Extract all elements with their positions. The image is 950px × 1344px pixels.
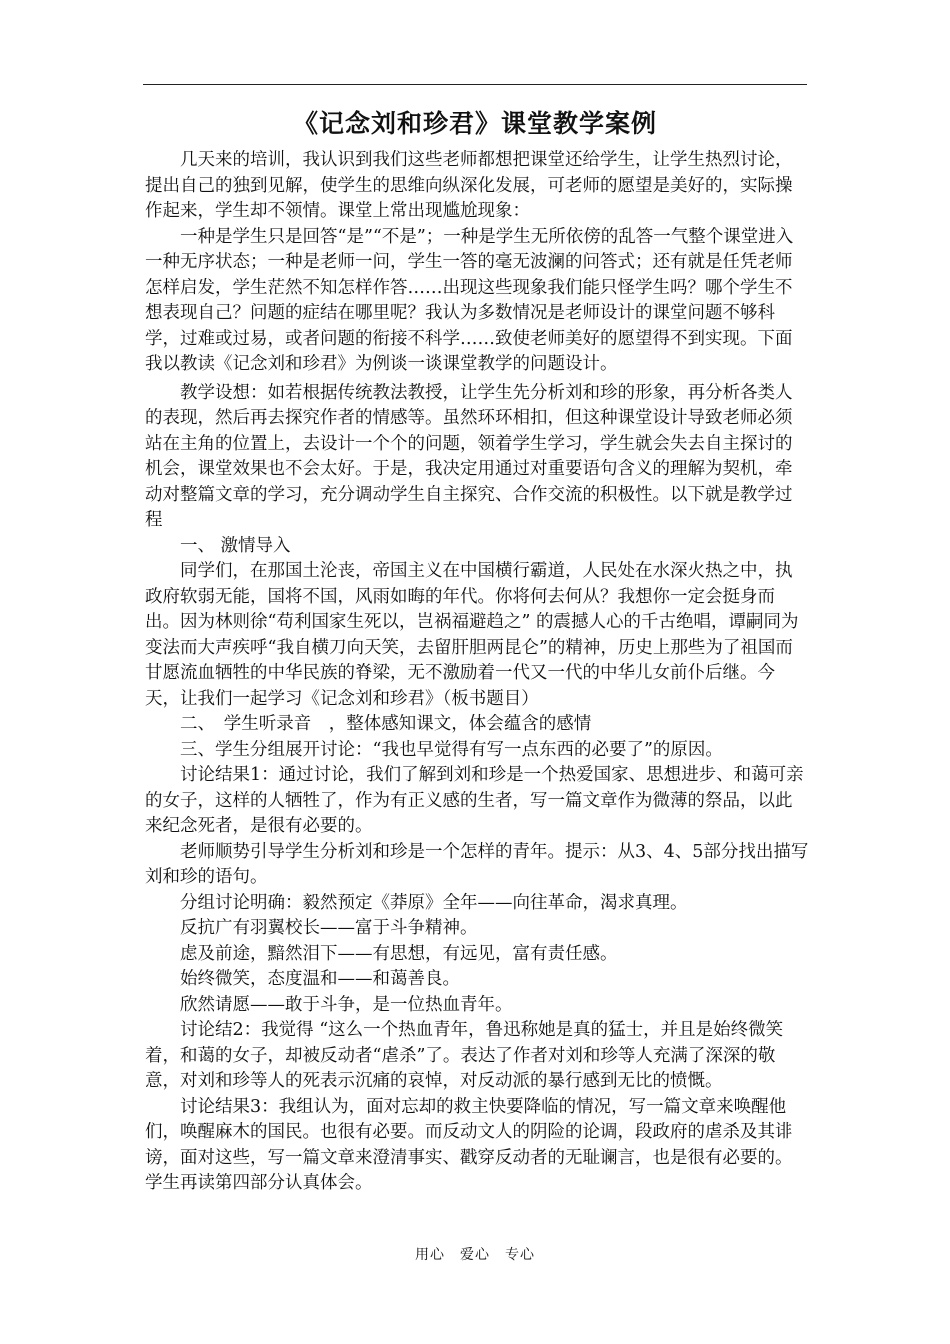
section-heading-1: 一、 激情导入 (145, 535, 291, 556)
section-heading-2: 二、 学生听录音 ，整体感知课文，体会蕴含的感情 (145, 714, 592, 734)
paragraph-group-conclusion: 分组讨论明确：毅然预定《莽原》全年——向往革命，渴求真理。 (145, 892, 688, 913)
paragraph-teacher-guide: 老师顺势引导学生分析刘和珍是一个怎样的青年。提示：从3、4、5部分找出描写刘和珍的语句。 (145, 841, 809, 887)
paragraph-introduction-speech: 同学们，在那国土沦丧，帝国主义在中国横行霸道，人民处在水深火热之中，执政府软弱无能，国将不国，风雨如晦的年代。你将何去何从？我想你一定会挺身而出。因为林则徐“苟利国家生死以，岂祸福避趋之” 的震撼人心的千古绝唱，谭嗣同为变法而大声疾呼“我自横刀向天笑，去留肝胆两昆仑”的精神，历史上那些为了祖国而甘愿流血牺牲的中华民族的脊梁，无不激励着一代又一代的中华儿女前仆后继。今天，让我们一起学习《记念刘和珍君》（板书题目） (145, 561, 799, 709)
paragraph-teaching-idea: 教学设想：如若根据传统教法教授，让学生先分析刘和珍的形象，再分析各类人的表现，然后再去探究作者的情感等。虽然环环相扣，但这种课堂设计导致老师必须站在主角的位置上，去设计一个个的问题，领着学生学习，学生就会失去自主探讨的机会，课堂效果也不会太好。于是，我决定用通过对重要语句含义的理解为契机，牵动对整篇文章的学习，充分调动学生自主探究、合作交流的积极性。以下就是教学过程 (145, 382, 793, 530)
paragraph-trait-3: 始终微笑，态度温和——和蔼善良。 (145, 969, 460, 989)
paragraph-phenomena: 一种是学生只是回答“是”“不是”；一种是学生无所依傍的乱答一气整个课堂进入一种无序状态；一种是老师一问，学生一答的毫无波澜的问答式；还有就是任凭老师怎样启发，学生茫然不知怎样作答……出现这些现象我们能只怪学生吗？哪个学生不想表现自己？问题的症结在哪里呢？我认为多数情况是老师设计的课堂问题不够科学，过难或过易，或者问题的衔接不科学……致使老师美好的愿望得不到实现。下面我以教读《记念刘和珍君》为例谈一谈课堂教学的问题设计。 (145, 226, 794, 374)
paragraph-discussion-2: 讨论结2：我觉得 “这么一个热血青年，鲁迅称她是真的猛士，并且是始终微笑着，和蔼的女子，却被反动者“虐杀”了。表达了作者对刘和珍等人充满了深深的敬意，对刘和珍等人的死表示沉痛的哀悼，对反动派的暴行感到无比的愤慨。 (145, 1020, 784, 1091)
paragraph-discussion-1: 讨论结果1：通过讨论，我们了解到刘和珍是一个热爱国家、思想进步、和蔼可亲的女子，这样的人牺牲了，作为有正义感的生者，写一篇文章作为微薄的祭品，以此来纪念死者，是很有必要的。 (145, 765, 804, 836)
paragraph-trait-4: 欣然请愿——敢于斗争，是一位热血青年。 (145, 994, 513, 1015)
paragraph-trait-2: 虑及前途，黯然泪下——有思想，有远见，富有责任感。 (145, 943, 618, 964)
document-title: 《记念刘和珍君》课堂教学案例 (292, 109, 657, 138)
page-footer: 用心 爱心 专心 (415, 1247, 535, 1263)
paragraph-trait-1: 反抗广有羽翼校长——富于斗争精神。 (145, 918, 478, 938)
header-rule (143, 84, 807, 85)
document-body (145, 148, 809, 1197)
paragraph-discussion-3: 讨论结果3：我组认为，面对忘却的救主快要降临的情况，写一篇文章来唤醒他们，唤醒麻木的国民。也很有必要。而反动文人的阴险的论调，段政府的虐杀及其诽谤，面对这些，写一篇文章来澄清事实、戳穿反动者的无耻谰言，也是很有必要的。学生再读第四部分认真体会。 (145, 1096, 793, 1193)
section-heading-3: 三、学生分组展开讨论：“我也早觉得有写一点东西的必要了”的原因。 (145, 739, 723, 760)
paragraph-intro: 几天来的培训，我认识到我们这些老师都想把课堂还给学生，让学生热烈讨论，提出自己的独到见解，使学生的思维向纵深化发展，可老师的愿望是美好的，实际操作起来，学生却不领情。课堂上常出现尴尬现象： (145, 150, 793, 221)
